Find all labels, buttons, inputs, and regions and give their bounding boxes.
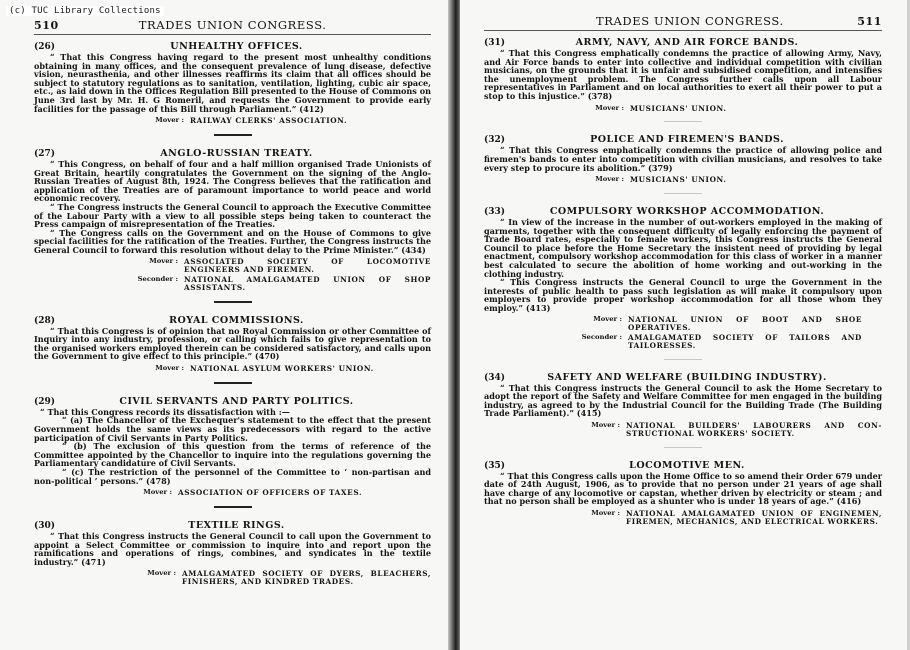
resolution-number: (35) [484, 460, 506, 471]
mover-line [548, 422, 882, 438]
resolution-number: (32) [484, 135, 506, 146]
resolution-34 [484, 372, 882, 438]
mover-label: Mover : [155, 116, 184, 125]
resolution-text: “ That this Congress emphatically condemns the practice of allowing Army, Navy, and Air Force bands to enter into collective and individual competition with civilian musicians, on the grounds that it is unfair and subsidised competition, and intensifies the unemployment problem. The Congress further calls upon all Labour representatives in Parliament and on local authorities to exert all their power to put a stop to this injustice.” (378) [484, 48, 882, 101]
mover-org: RAILWAY CLERKS' ASSOCIATION. [190, 116, 348, 126]
resolution-text: “ The Congress calls on the Government and on the House of Commons to give special facilities for the ratification of the Treaties. Further, the Congress instructs the General Council to forward this resolution without delay to the Prime Minister.” (434) [34, 227, 431, 255]
resolution-30 [34, 520, 431, 586]
mover-line [34, 365, 431, 373]
resolution-number: (30) [34, 520, 56, 531]
mover-org: NATIONAL ASYLUM WORKERS' UNION. [190, 364, 374, 374]
resolution-29 [34, 396, 431, 497]
mover-line [34, 489, 431, 497]
resolution-text: “ The Congress instructs the General Council to approach the Executive Committee of the Labour Party with a view to all possible steps being taken to counteract the Press campaign of misrepresentation of the Treaties. [34, 201, 431, 230]
running-head-left [34, 18, 431, 35]
mover-line [548, 510, 882, 526]
mover-label: Mover : [591, 509, 620, 517]
mover-org: MUSICIANS' UNION. [630, 103, 727, 113]
mover-org: NATIONAL BUILDERS' LABOURERS AND CON-STRUCTIONAL WORKERS' SOCIETY. [626, 421, 882, 438]
resolution-text: “ That this Congress records its dissatisfaction with :— [40, 406, 290, 417]
page-number: 510 [34, 19, 59, 32]
mover-label: Mover : [591, 421, 620, 430]
running-head-right [484, 14, 882, 31]
resolution-number: (26) [34, 42, 56, 52]
mover-line [484, 105, 882, 113]
section-divider [214, 134, 252, 136]
resolution-title: SAFETY AND WELFARE (BUILDING INDUSTRY). [547, 371, 827, 383]
resolution-text: “ In view of the increase in the number of out-workers employed in the making of garments, together with the consequent difficulty of legally enforcing the payment of Trade Board rates, especially to female workers, this Congress instructs the General Council to place before the Home Secretary the insistent need of providing by legal enactment, compulsory workshop accommodation for this class of worker in a manner best calculated to secure the abolition of home working and out-working in the clothing industry. [484, 216, 882, 279]
resolution-clause-b: “ (b) The exclusion of this question from the terms of reference of the Committee appointed by the Chancellor to inquire into the regulations governing the Parliamentary candidature of Civil Servants. [34, 441, 431, 469]
resolution-text: “ This Congress, on behalf of four and a half million organised Trade Unionists of Great Britain, heartily congratulates the Government on the signing of the Anglo-Russian Treaties of August 8th, 1924. The Congress believes that the ratification and application of the Treaties are of paramount importance to world peace and world economic recovery. [34, 158, 431, 204]
seconder-org: NATIONAL AMALGAMATED UNION OF SHOP ASSISTANTS. [184, 275, 431, 292]
mover-label: Mover : [595, 175, 624, 184]
resolution-text: “ That this Congress having regard to the present most unhealthy conditions obtaining in many offices, and the consequent prevalence of lung disease, defective vision, neurasthenia, and other illnesses reaffirms its claim that all offices should be subject to statutory regulations as to sanitation, ventilation, lighting, cubic air space, etc., as laid down in the Offices Regulation Bill presented to the House of Commons on June 3rd last by Mr. H. G Romeril, and requests the Government to provide early facilities for the passage of this Bill through Parliament.” (412) [34, 52, 431, 114]
mover-label: Mover : [155, 364, 184, 373]
running-head-title: TRADES UNION CONGRESS. [596, 14, 784, 28]
resolution-title: CIVIL SERVANTS AND PARTY POLITICS. [119, 395, 354, 407]
resolution-title: COMPULSORY WORKSHOP ACCOMMODATION. [549, 205, 825, 217]
resolution-title: TEXTILE RINGS. [188, 519, 285, 531]
mover-line [106, 258, 431, 274]
section-divider [664, 121, 702, 122]
resolution-title: ARMY, NAVY, AND AIR FORCE BANDS. [575, 37, 799, 48]
mover-label: Mover : [149, 257, 178, 266]
right-page [460, 0, 910, 650]
resolution-text: “ That this Congress instructs the General Council to ask the Home Secretary to adopt the report of the Safety and Welfare Committee for men engaged in the building industry, as agreed to by the Industrial Council for the Building Trade (The Building Trade Parliament).” (415) [484, 382, 882, 419]
left-page [0, 0, 453, 650]
resolution-number: (33) [484, 206, 506, 217]
resolution-text: “ That this Congress instructs the General Council to call upon the Government to appoint a Select Committee or commission to inquire into and report upon the ramifications and operations of rings, combines, and syndicates in the textile industry.” (471) [34, 530, 431, 567]
seconder-label: Seconder : [137, 275, 178, 284]
resolution-title: LOCOMOTIVE MEN. [629, 459, 745, 471]
section-divider [664, 193, 702, 194]
seconder-line [106, 276, 431, 292]
mover-line [484, 176, 882, 184]
resolution-text: “ That this Congress emphatically condemns the practice of allowing police and firemen's bands to enter into competition with civilian musicians, and resolves to take every step to procure its abolition.” (379) [484, 145, 882, 173]
resolution-title: ROYAL COMMISSIONS. [169, 314, 304, 326]
resolution-clause-c: “ (c) The restriction of the personnel of the Committee to ‘ non-partisan and non-political ’ persons.” (478) [34, 467, 431, 486]
resolution-clause-a: “ (a) The Chancellor of the Exchequer's statement to the effect that the present Government holds the same views as its predecessors with regard to the active participation of Civil Servants in Party Politics. [34, 415, 431, 443]
section-divider [214, 382, 252, 384]
mover-org: NATIONAL AMALGAMATED UNION OF ENGINEMEN, FIREMEN, MECHANICS, AND ELECTRICAL WORKERS. [626, 509, 882, 526]
resolution-number: (29) [34, 396, 56, 407]
resolution-number: (27) [34, 148, 56, 159]
running-head-title: TRADES UNION CONGRESS. [138, 18, 327, 32]
resolution-text: “ That this Congress calls upon the Home Office to so amend their Order 679 under date of 24th August, 1906, as to provide that no person under 21 years of age shall have charge of any locomotive or capstan, whether driven by electricity or steam ; and that no person shall be employed as a shunter who is under 18 years of age.” (416) [484, 470, 882, 507]
seconder-org: AMALGAMATED SOCIETY OF TAILORS AND TAILORESSES. [628, 333, 862, 350]
mover-line [34, 117, 431, 125]
mover-org: ASSOCIATION OF OFFICERS OF TAXES. [178, 488, 363, 498]
resolution-31 [484, 37, 882, 112]
seconder-line [550, 334, 862, 350]
resolution-title: POLICE AND FIREMEN'S BANDS. [590, 134, 784, 146]
section-divider [214, 506, 252, 508]
resolution-32 [484, 134, 882, 184]
section-divider [664, 447, 702, 448]
section-divider [664, 359, 702, 360]
resolution-33 [484, 206, 882, 350]
resolution-text: “ That this Congress is of opinion that no Royal Commission or other Committee of Inquiry into any industry, profession, or calling which fails to give representation to the organised workers employed therein can be considered satisfactory, and calls upon the Government to give effect to this principle.” (470) [34, 325, 431, 362]
mover-line [550, 316, 862, 332]
copyright-watermark: (c) TUC Library Collections [6, 6, 164, 16]
mover-line [104, 570, 431, 586]
resolution-text: “ This Congress instructs the General Council to urge the Government in the interests of public health to pass such legislation as will make it compulsory upon employers to provide proper workshop accommodation for all those whom they employ.” (413) [484, 277, 882, 313]
mover-org: ASSOCIATED SOCIETY OF LOCOMOTIVE ENGINEERS AND FIREMEN. [184, 257, 431, 275]
resolution-28 [34, 315, 431, 373]
section-divider [214, 301, 252, 303]
resolution-title: UNHEALTHY OFFICES. [170, 41, 303, 52]
resolution-number: (34) [484, 372, 506, 383]
resolution-26 [34, 41, 431, 125]
mover-label: Mover : [143, 488, 172, 497]
resolution-27 [34, 148, 431, 292]
page-number: 511 [857, 15, 882, 28]
mover-label: Mover : [595, 103, 624, 112]
mover-label: Mover : [593, 315, 622, 324]
mover-org: NATIONAL UNION OF BOOT AND SHOE OPERATIVES. [628, 315, 862, 333]
resolution-title: ANGLO-RUSSIAN TREATY. [160, 147, 313, 159]
mover-label: Mover : [147, 569, 176, 578]
resolution-number: (28) [34, 315, 56, 326]
resolution-35 [484, 460, 882, 526]
mover-org: AMALGAMATED SOCIETY OF DYERS, BLEACHERS, FINISHERS, AND KINDRED TRADES. [182, 569, 431, 587]
resolution-number: (31) [484, 38, 506, 48]
seconder-label: Seconder : [581, 333, 622, 342]
mover-org: MUSICIANS' UNION. [630, 175, 727, 185]
